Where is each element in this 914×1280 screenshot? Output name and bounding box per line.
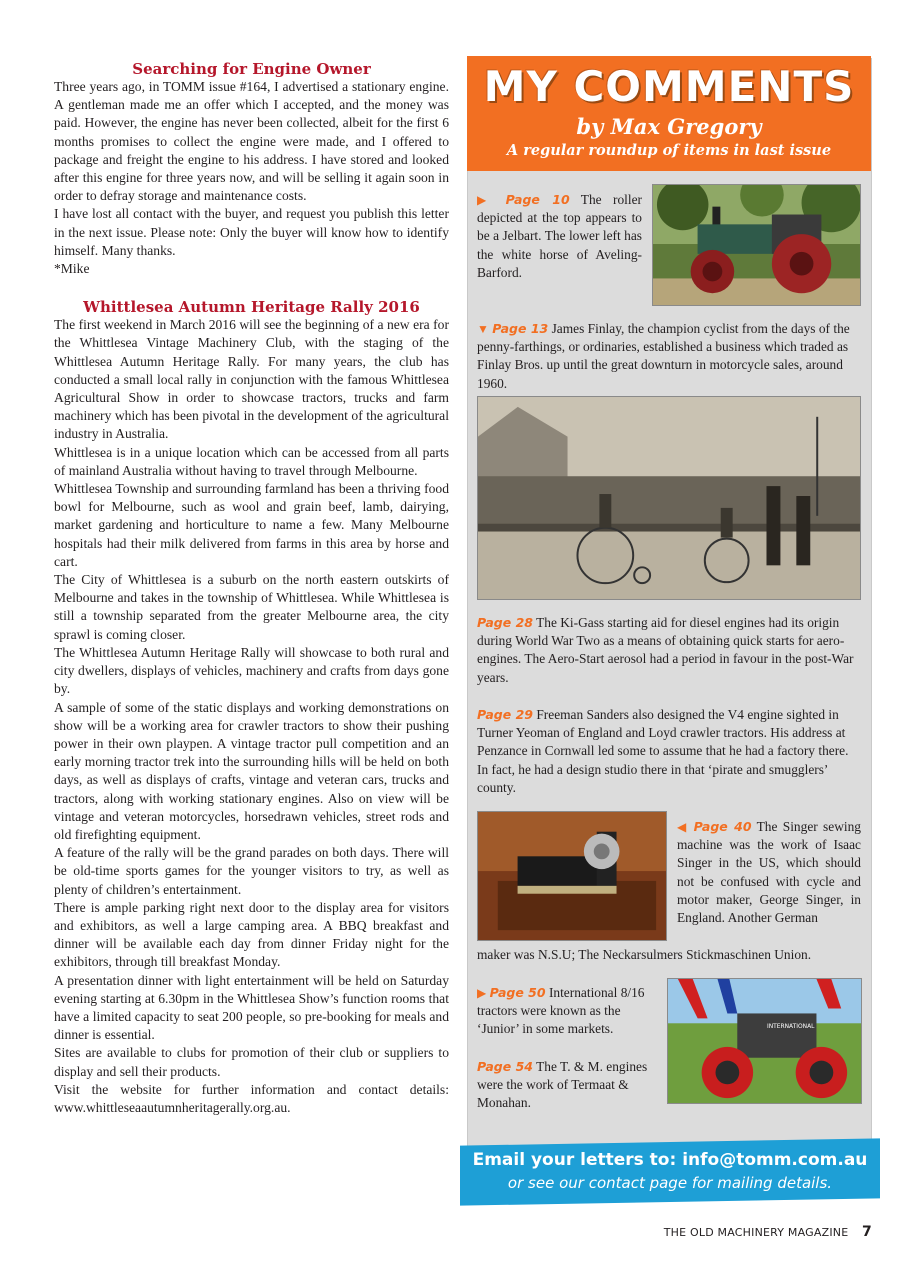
page-footer (664, 1224, 872, 1240)
page-ref: Page 40 (693, 819, 752, 834)
page-ref: Page 13 (492, 321, 549, 336)
paragraph: The first weekend in March 2016 will see the beginning of a new era for the Whittlesea Vintage Machinery Club, with the staging of the Whittlesea Autumn Heritage Rally. For many years, the club has conducted a small local rally in conjunction with the famous Whittlesea Agricultural Show in order to showcase tractors, trucks and farm machinery which has been pivotal in the development of the agricultural industry in Australia. (54, 317, 449, 442)
comment-page-29 (477, 706, 862, 797)
tractor-photo (667, 978, 862, 1104)
page-ref: Page 29 (477, 707, 533, 722)
tractor-plate-text: INTERNATIONAL (766, 1024, 815, 1031)
roller-photo (652, 184, 861, 306)
signature: *Mike (54, 261, 90, 277)
magazine-name: THE OLD MACHINERY MAGAZINE (663, 1226, 849, 1239)
paragraph: Whittlesea Township and surrounding farmland has been a thriving food bowl for Melbourne, such as wool and grain beef, lamb, dairying, market gardening and horticulture to name a few. Many Melbourne hospitals had their milk delivered from farms in this area by horse and cart. (54, 481, 449, 569)
comment-page-40 (677, 818, 861, 927)
paragraph: A feature of the rally will be the grand parades on both days. There will be old-time sports games for the younger visitors to try, as well as plenty of children’s entertainment. (54, 845, 449, 897)
email-banner (460, 1138, 880, 1205)
triangle-left-icon: ◀ (677, 820, 689, 834)
comment-page-10 (477, 191, 642, 282)
paragraph: Visit the website for further information and contact details: www.whittleseaautumnheritagerally.org.au. (54, 1081, 449, 1115)
article-title-whittlesea-rally: Whittlesea Autumn Heritage Rally 2016 (83, 298, 420, 317)
page-number: 7 (862, 1224, 872, 1240)
paragraph: There is ample parking right next door to the display area for visitors and exhibitors, as well a large camping area. A BBQ breakfast and dinner will be available each day from dinner Friday night for the exhibitors, through till breakfast Monday. (54, 899, 449, 970)
comment-page-50 (477, 984, 657, 1039)
comments-subtitle: A regular roundup of items in last issue (506, 142, 832, 159)
comment-page-54 (477, 1058, 657, 1113)
comment-text: Freeman Sanders also designed the V4 engine sighted in Turner Yeoman of England and Loyd crawler tractors. His address at Penzance in Cornwall led some to assume that he had a factory there. In fact, he had a design studio there in that ‘pirate and smugglers’ county. (477, 707, 849, 795)
paragraph: The City of Whittlesea is a suburb on the north eastern outskirts of Melbourne and takes in the township of Whittlesea. While Whittlesea is still a township separated from the greater Melbourne area, the city sprawl is coming closer. (54, 572, 449, 642)
comment-page-40-continued (477, 946, 862, 964)
comment-text: The roller depicted at the top appears to be a Jelbart. The lower left has the white horse of Aveling-Barford. (477, 192, 642, 280)
sewing-machine-photo (477, 811, 667, 941)
email-line[interactable]: Email your letters to: info@tomm.com.au (472, 1150, 868, 1170)
comment-page-13 (477, 320, 862, 393)
page-ref: Page 54 (477, 1059, 533, 1074)
comment-text: The Ki-Gass starting aid for diesel engines had its origin during World War Two as a means of obtaining quick starts for aero-engines. The Aero-Start aerosol had a period in favour in the post-War years. (477, 615, 854, 685)
comment-text: The Singer sewing machine was the work of Isaac Singer in the US, which should not be confused with cycle and motor maker, George Singer, in England. Another German (677, 819, 861, 926)
page-ref: Page 28 (477, 615, 533, 630)
comment-page-28 (477, 614, 862, 687)
triangle-right-icon: ▶ (477, 193, 495, 207)
comments-header (467, 56, 871, 171)
comment-text: International 8/16 tractors were known as the ‘Junior’ in some markets. (477, 985, 645, 1037)
comment-text: maker was N.S.U; The Neckarsulmers Stickmaschinen Union. (477, 947, 812, 962)
article-title-engine-owner: Searching for Engine Owner (132, 60, 371, 78)
comments-byline: by Max Gregory (576, 114, 762, 139)
paragraph: I have lost all contact with the buyer, and request you publish this letter in the next issue. Please note: Only the buyer will know how to identify himself. Many thanks. (54, 206, 449, 258)
left-column (54, 60, 449, 1117)
page-ref: Page 10 (505, 192, 570, 207)
paragraph: A sample of some of the static displays and working demonstrations on show will be a working area for crawler tractors to show their pushing power in their own playpen. A vintage tractor pull competition and an early morning tractor trek into the surrounding hills will be held on both days, as well as displays of crafts, vintage and veteran cars, trucks and tractors, along with working stationary engines. Also on view will be vintage and veteran motorcycles, horsedrawn vehicles, street rods and old firefighting equipment. (54, 699, 449, 842)
penny-farthing-engraving (477, 396, 861, 600)
paragraph: Whittlesea is in a unique location which can be accessed from all parts of mainland Australia without having to travel through Melbourne. (54, 444, 449, 478)
page-ref: Page 50 (489, 985, 546, 1000)
triangle-down-icon: ▼ (477, 322, 489, 336)
triangle-right-icon: ▶ (477, 986, 487, 1000)
paragraph: The Whittlesea Autumn Heritage Rally will showcase to both rural and city dwellers, displays of vehicles, machinery and crafts from days gone by. (54, 644, 449, 697)
comment-text: The T. & M. engines were the work of Termaat & Monahan. (477, 1059, 648, 1111)
comments-title: MY COMMENTS (483, 62, 855, 111)
comment-text: James Finlay, the champion cyclist from the days of the penny-farthings, or ordinaries, established a business which traded as Finlay Bros. up until the great downturn in motorcycle sales, around 1960. (477, 321, 850, 391)
paragraph: A presentation dinner with light entertainment will be held on Saturday evening starting at 6.30pm in the Whittlesea Show’s function rooms that have a limited capacity to seat 200 people, so pre-booking for meals and dinner is essential. (54, 972, 449, 1043)
paragraph: Three years ago, in TOMM issue #164, I advertised a stationary engine. A gentleman made me an offer which I accepted, and the money was paid. However, the engine has never been collected, albeit for the first 6 months promises to collect the engine were made, and I offered to package and freight the engine to his address. I have stored and looked after this engine for three years now, and will be selling it again soon in order to defray storage and maintenance costs. (54, 79, 449, 204)
contact-page-line: or see our contact page for mailing details. (507, 1174, 833, 1192)
paragraph: Sites are available to clubs for promotion of their club or suppliers to display and sell their products. (54, 1045, 449, 1079)
